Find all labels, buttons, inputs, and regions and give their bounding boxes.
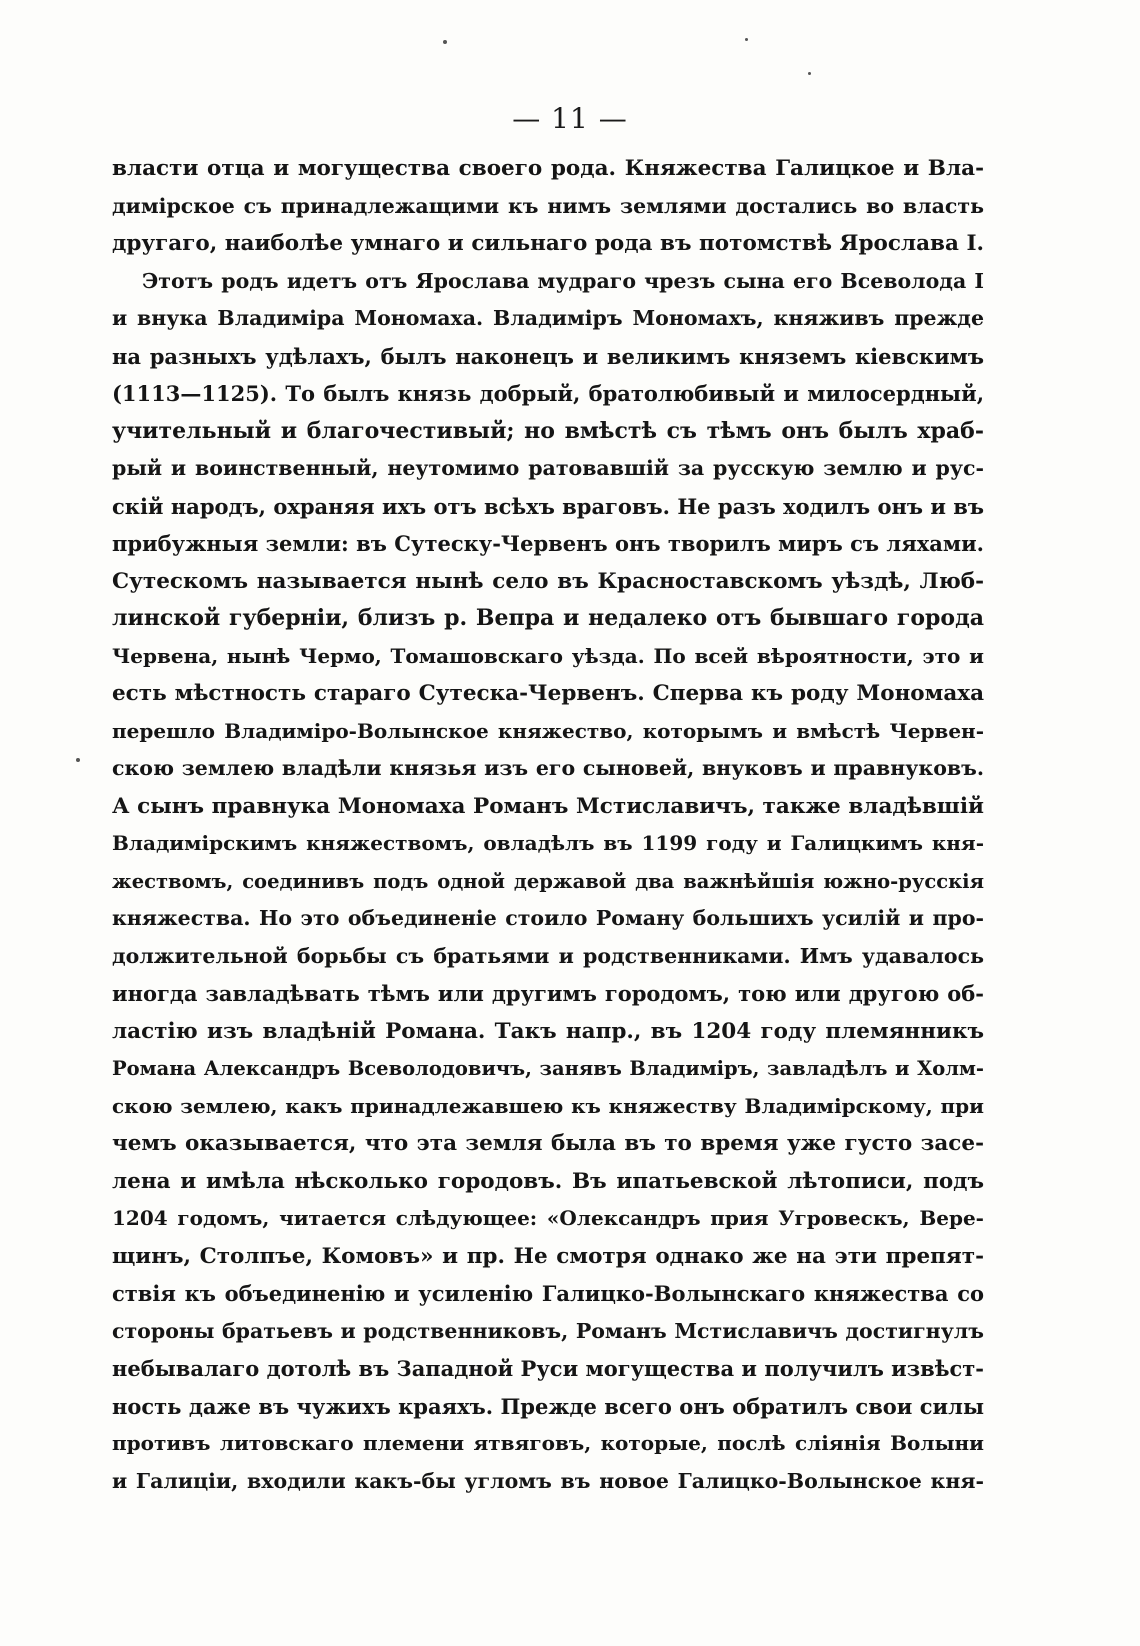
scan-speck <box>745 38 748 41</box>
text-line: лена и имѣла нѣсколько городовъ. Въ ипатьевской лѣтописи, подъ <box>112 1168 984 1194</box>
text-line: учительный и благочестивый; но вмѣстѣ съ тѣмъ онъ былъ храб- <box>112 417 984 444</box>
text-line: рый и воинственный, неутомимо ратовавшій за русскую землю и рус- <box>112 456 984 480</box>
text-line: Червена, нынѣ Чермо, Томашовскаго уѣзда. По всей вѣроятности, это и <box>112 643 984 668</box>
text-line: ластію изъ владѣній Романа. Такъ напр., въ 1204 году племянникъ <box>112 1018 984 1044</box>
text-line: противъ литовскаго племени ятвяговъ, которые, послѣ сліянія Волыни <box>112 1431 984 1455</box>
body-text <box>112 150 984 1500</box>
text-line: ность даже въ чужихъ краяхъ. Прежде всего онъ обратилъ свои силы <box>112 1393 984 1419</box>
text-line: (1113—1125). То былъ князь добрый, братолюбивый и милосердный, <box>112 381 984 406</box>
scan-speck <box>808 72 811 75</box>
text-line: скій народъ, охраняя ихъ отъ всѣхъ враговъ. Не разъ ходилъ онъ и въ <box>112 493 984 519</box>
text-line: власти отца и могущества своего рода. Княжества Галицкое и Вла- <box>112 156 984 181</box>
text-line: димірское съ принадлежащими къ нимъ землями достались во власть <box>112 193 984 218</box>
text-line: скою землею, какъ принадлежавшею къ княжеству Владимірскому, при <box>112 1093 984 1118</box>
text-line: Этотъ родъ идетъ отъ Ярослава мудраго чрезъ сына его Всеволода I <box>142 268 984 293</box>
text-line: линской губерніи, близъ р. Вепра и недалеко отъ бывшаго города <box>112 605 984 631</box>
text-line: перешло Владиміро-Волынское княжество, которымъ и вмѣстѣ Червен- <box>112 718 984 743</box>
text-line: прибужныя земли: въ Сутеску-Червенъ онъ творилъ миръ съ ляхами. <box>112 531 984 556</box>
text-line: другаго, наиболѣе умнаго и сильнаго рода въ потомствѣ Ярослава I. <box>112 231 984 256</box>
text-line: и внука Владиміра Мономаха. Владиміръ Мономахъ, княживъ прежде <box>112 306 984 330</box>
text-line: 1204 годомъ, читается слѣдующее: «Олександръ прия Угровескъ, Вере- <box>112 1206 984 1230</box>
text-line: ствія къ объединенію и усиленію Галицко-Волынскаго княжества со <box>112 1281 984 1306</box>
text-line: Сутескомъ называется нынѣ село въ Красноставскомъ уѣздѣ, Люб- <box>112 568 984 594</box>
text-line: щинъ, Столпъе, Комовъ» и пр. Не смотря однако же на эти препят- <box>112 1243 984 1269</box>
text-line: А сынъ правнука Мономаха Романъ Мстиславичъ, также владѣвшій <box>112 793 984 819</box>
text-line: небывалаго дотолѣ въ Западной Руси могущества и получилъ извѣст- <box>112 1356 984 1381</box>
scan-speck <box>76 758 80 762</box>
text-line: на разныхъ удѣлахъ, былъ наконецъ и великимъ княземъ кіевскимъ <box>112 343 984 369</box>
text-line: чемъ оказывается, что эта земля была въ то время уже густо засе- <box>112 1131 984 1156</box>
text-line: должительной борьбы съ братьями и родственниками. Имъ удавалось <box>112 943 984 968</box>
text-line: скою землею владѣли князья изъ его сыновей, внуковъ и правнуковъ. <box>112 756 984 780</box>
text-line: и Галиціи, входили какъ-бы угломъ въ новое Галицко-Волынское кня- <box>112 1468 984 1493</box>
text-line: Романа Александръ Всеволодовичъ, занявъ Владиміръ, завладѣлъ и Холм- <box>112 1057 984 1080</box>
text-line: Владимірскимъ княжествомъ, овладѣлъ въ 1199 году и Галицкимъ кня- <box>112 831 984 855</box>
text-line: есть мѣстность стараго Сутеска-Червенъ. Сперва къ роду Мономаха <box>112 681 984 706</box>
text-line: жествомъ, соединивъ подъ одной державой два важнѣйшія южно-русскія <box>112 869 984 893</box>
text-line: стороны братьевъ и родственниковъ, Романъ Мстиславичъ достигнулъ <box>112 1318 984 1343</box>
text-line: княжества. Но это объединеніе стоило Роману большихъ усилій и про- <box>112 906 984 930</box>
text-line: иногда завладѣвать тѣмъ или другимъ городомъ, тою или другою об- <box>112 981 984 1006</box>
page-number: — 11 — <box>512 102 628 135</box>
scan-speck <box>443 40 447 44</box>
